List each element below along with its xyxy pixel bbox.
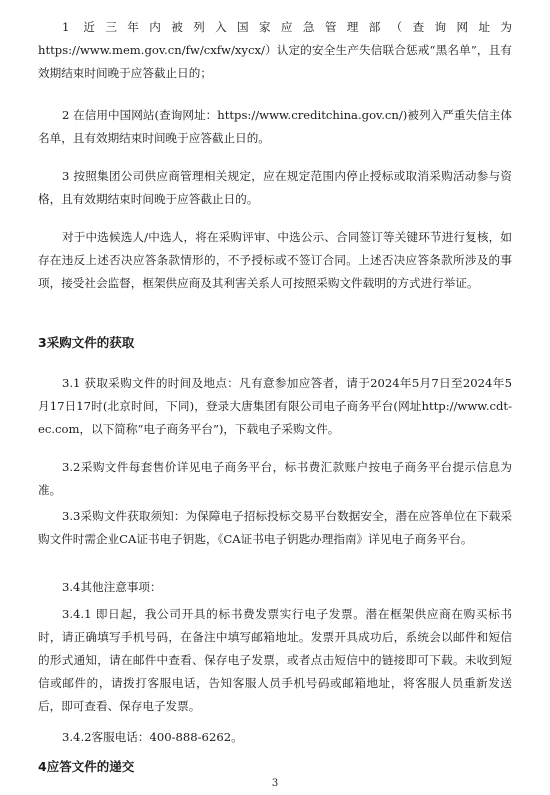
section-heading-4: 4应答文件的递交 xyxy=(38,759,135,774)
paragraph-3-3: 3.3采购文件获取须知：为保障电子招标投标交易平台数据安全，潜在应答单位在下载采购文件时需企业CA证书电子钥匙，《CA证书电子钥匙办理指南》详见电子商务平台。 xyxy=(38,509,512,546)
clause-2: 2 在信用中国网站(查询网址：https://www.creditchina.gov.cn/)被列入严重失信主体名单，且有效期结束时间晚于应答截止日的。 xyxy=(38,108,512,145)
page-number: 3 xyxy=(271,778,279,789)
clause-3: 3 按照集团公司供应商管理相关规定，应在规定范围内停止授标或取消采购活动参与资格，且有效期结束时间晚于应答截止日的。 xyxy=(38,169,512,206)
paragraph-3-1: 3.1 获取采购文件的时间及地点：凡有意参加应答者，请于2024年5月7日至2024年5月17日17时(北京时间，下同)，登录大唐集团有限公司电子商务平台(网址http://www.cdt-ec.com，以下简称“电子商务平台”)，下载电子采购文件。 xyxy=(38,376,512,436)
paragraph-3-4-1: 3.4.1 即日起，我公司开具的标书费发票实行电子发票。潜在框架供应商在购买标书时，请正确填写手机号码，在备注中填写邮箱地址。发票开具成功后，系统会以邮件和短信的形式通知，请在邮件中查看、保存电子发票，或者点击短信中的链接即可下载。未收到短信或邮件的，请拨打客服电话，告知客服人员手机号码或邮箱地址，将客服人员重新发送后，即可查看、保存电子发票。 xyxy=(38,607,512,713)
review-paragraph: 对于中选候选人/中选人，将在采购评审、中选公示、合同签订等关键环节进行复核，如存在违反上述否决应答条款情形的，不予授标或不签订合同。上述否决应答条款所涉及的事项，接受社会监督，框架供应商及其利害关系人可按照采购文件载明的方式进行举证。 xyxy=(38,230,512,290)
paragraph-3-2: 3.2采购文件每套售价详见电子商务平台，标书费汇款账户按电子商务平台提示信息为准。 xyxy=(38,460,512,497)
paragraph-3-4-2: 3.4.2客服电话：400-888-6262。 xyxy=(62,730,243,744)
paragraph-3-4: 3.4其他注意事项： xyxy=(62,580,162,594)
section-heading-3: 3采购文件的获取 xyxy=(38,335,135,350)
clause-1: 1 近三年内被列入国家应急管理部（查询网址为https://www.mem.gov.cn/fw/cxfw/xycx/）认定的安全生产失信联合惩戒“黑名单”，且有效期结束时间晚于应答截止日的； xyxy=(38,20,512,80)
